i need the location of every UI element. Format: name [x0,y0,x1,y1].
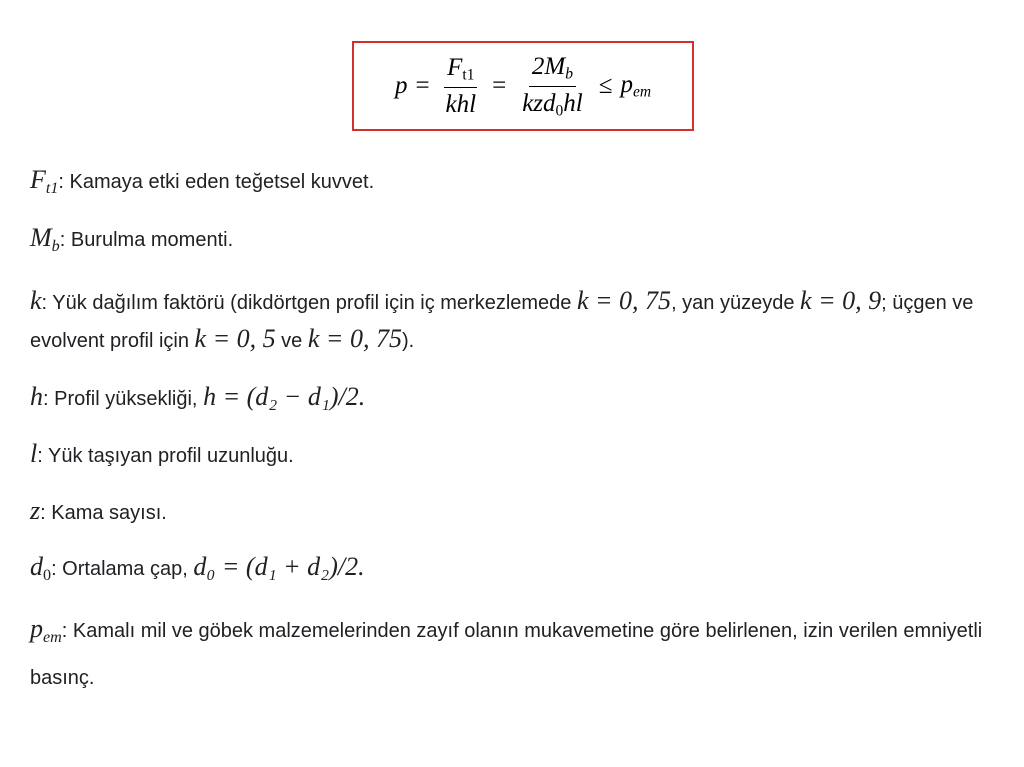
frac2-denominator-b: hl [563,89,583,117]
definition-ft1 [30,163,1005,205]
definition-ft1-text: : Kamaya etki eden teğetsel kuvvet. [58,171,375,193]
definition-pem [30,608,1005,699]
fraction-ft1-khl [443,54,480,118]
formula-leq: ≤ [598,72,613,99]
formula-equals-2: = [492,72,507,99]
symbol-pem: $p_{em}$ [30,614,62,646]
frac2-denominator-a: kzd [522,89,556,117]
fraction-2mb [519,53,586,119]
frac2-numerator-sub: b [565,65,573,83]
frac1-numerator-sub: t1 [462,66,475,84]
symbol-mb: $M_b$ [30,223,60,255]
symbol-k: k [30,286,42,315]
definition-z [30,494,1005,530]
main-formula-box [352,41,694,131]
k-value-4: k = 0, 75 [307,324,402,353]
formula-rhs: $p_{em}$ [620,70,652,101]
definition-z-text: : Kama sayısı. [40,502,167,524]
frac1-numerator: F [447,53,463,81]
definition-l [30,437,1005,473]
definition-h [30,380,1005,416]
formula-rhs-sub: em [632,83,652,101]
symbol-l: l [30,439,38,468]
definition-l-text: : Yük taşıyan profil uzunluğu. [37,445,294,467]
definition-mb [30,221,1005,263]
formula-lhs: p [394,72,408,99]
frac1-denominator: khl [445,90,477,118]
symbol-h: h [30,382,43,411]
definition-k: k: Yük dağılım faktörü (dikdörtgen profil için iç merkezlemede k = 0, 75, yan yüzeyde k = 0, 9; üçgen ve evolvent profil için k = 0, 5 ve k = 0, 75). [30,286,974,353]
definition-mb-text: : Burulma momenti. [59,229,234,251]
formula-h: h = (d₂ − d₁)/2. [203,382,366,411]
formula-d0: d₀ = (d₁ + d₂)/2. [193,552,365,581]
definition-pem-text: : Kamalı mil ve göbek malzemelerinden zayıf olanın mukavemetine göre belirlenen, izin verilen emniyetli basınç. [30,620,983,689]
symbol-ft1: $F_{t1}$ [30,165,59,197]
definition-d0-text: : Ortalama çap, [51,558,194,580]
definition-h-text: : Profil yüksekliği, [43,388,204,410]
symbol-z: z [30,496,41,525]
definition-d0 [30,550,1005,592]
k-value-2: k = 0, 9 [800,286,882,315]
frac2-denominator-sub: 0 [555,102,564,120]
frac2-numerator: 2M [531,52,566,80]
k-value-3: k = 0, 5 [194,324,276,353]
formula-equals-1: = [415,72,430,99]
k-value-1: k = 0, 75 [576,286,672,315]
symbol-d0: $d_0$ [30,552,52,584]
